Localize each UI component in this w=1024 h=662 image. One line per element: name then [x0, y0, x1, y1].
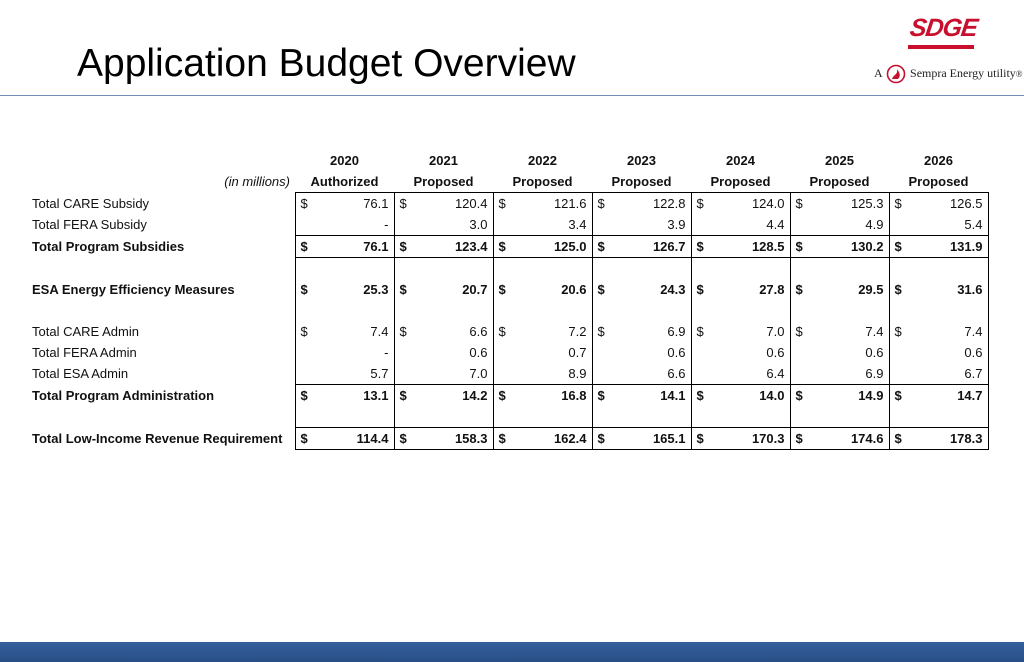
year-2024: 2024	[726, 153, 755, 168]
row-label: Total ESA Admin	[32, 366, 129, 382]
amount-cell: 27.8	[759, 282, 785, 297]
currency-symbol: $	[889, 236, 909, 258]
currency-symbol: $	[889, 385, 909, 407]
currency-symbol	[493, 363, 513, 385]
status-2023: Proposed	[611, 174, 672, 189]
currency-symbol	[295, 214, 315, 236]
amount-cell: 6.6	[667, 366, 686, 381]
amount-cell: 4.9	[865, 217, 884, 232]
currency-symbol: $	[889, 428, 909, 450]
currency-symbol: $	[592, 279, 612, 300]
currency-symbol: $	[889, 279, 909, 300]
amount-cell: 8.9	[568, 366, 587, 381]
amount-cell: 178.3	[909, 428, 988, 450]
amount-cell: 0.6	[469, 345, 488, 360]
row-label: Total CARE Subsidy	[32, 195, 150, 211]
amount-cell: 128.5	[711, 236, 790, 258]
row-label: Total Program Subsidies	[32, 239, 185, 254]
amount-cell: 0.6	[909, 342, 988, 363]
currency-symbol: $	[889, 321, 909, 342]
currency-symbol: $	[691, 385, 711, 407]
status-2025: Proposed	[809, 174, 870, 189]
amount-cell: 14.2	[414, 385, 493, 407]
year-2020: 2020	[330, 153, 359, 168]
year-2025: 2025	[825, 153, 854, 168]
amount-cell: 170.3	[711, 428, 790, 450]
units-label: (in millions)	[224, 174, 290, 190]
amount-cell: 124.0	[711, 193, 790, 215]
currency-symbol: $	[295, 385, 315, 407]
currency-symbol: $	[592, 236, 612, 258]
currency-symbol: $	[889, 193, 909, 215]
currency-symbol: $	[790, 321, 810, 342]
currency-symbol	[691, 342, 711, 363]
amount-cell: 7.4	[865, 324, 884, 339]
currency-symbol: $	[691, 428, 711, 450]
currency-symbol: $	[691, 321, 711, 342]
amount-cell: 7.4	[909, 321, 988, 342]
amount-cell: 14.9	[810, 385, 889, 407]
currency-symbol: $	[493, 321, 513, 342]
row-label: Total Low-Income Revenue Requirement	[32, 431, 283, 446]
amount-cell: 5.4	[909, 214, 988, 236]
amount-cell: 13.1	[315, 385, 394, 407]
row-label: ESA Energy Efficiency Measures	[32, 282, 235, 297]
currency-symbol: $	[295, 236, 315, 258]
currency-symbol: $	[790, 193, 810, 215]
amount-cell: 125.0	[513, 236, 592, 258]
currency-symbol: $	[592, 321, 612, 342]
currency-symbol: $	[691, 279, 711, 300]
year-2026: 2026	[924, 153, 953, 168]
row-total-program-administration	[27, 385, 988, 407]
spacer-row	[27, 300, 988, 321]
slide-title: Application Budget Overview	[77, 42, 576, 85]
amount-cell: 14.1	[612, 385, 691, 407]
logo-wordmark: SDGE	[908, 14, 979, 42]
amount-cell: 120.4	[414, 193, 493, 215]
header-spacer	[27, 150, 295, 171]
amount-cell: 6.9	[667, 324, 686, 339]
currency-symbol: $	[394, 193, 414, 215]
currency-symbol: $	[691, 236, 711, 258]
status-header-row	[27, 171, 988, 193]
currency-symbol: $	[592, 385, 612, 407]
currency-symbol	[295, 342, 315, 363]
amount-cell: 20.6	[561, 282, 587, 297]
row-label: Total FERA Admin	[32, 345, 137, 360]
spacer-row	[27, 258, 988, 280]
year-2021: 2021	[429, 153, 458, 168]
amount-cell: 125.3	[810, 193, 889, 215]
currency-symbol: $	[394, 321, 414, 342]
row-total-care-admin	[27, 321, 988, 342]
amount-cell: 25.3	[363, 282, 389, 297]
currency-symbol: $	[394, 236, 414, 258]
amount-cell: 31.6	[909, 279, 988, 300]
currency-symbol: $	[394, 428, 414, 450]
row-total-care-subsidy	[27, 193, 988, 215]
logo-trademark: ®	[1015, 68, 1023, 79]
currency-symbol: $	[493, 385, 513, 407]
title-divider	[0, 95, 1024, 96]
amount-cell: 158.3	[414, 428, 493, 450]
amount-cell: 0.6	[865, 345, 884, 360]
amount-cell: 131.9	[909, 236, 988, 258]
amount-cell: 130.2	[810, 236, 889, 258]
logo-tagline-a: A	[874, 65, 883, 80]
amount-cell: 24.3	[660, 282, 686, 297]
year-header-row	[27, 150, 988, 171]
amount-cell: 3.9	[667, 217, 686, 232]
amount-cell: 6.9	[865, 366, 884, 381]
currency-symbol: $	[493, 428, 513, 450]
currency-symbol	[889, 363, 909, 385]
amount-cell: 3.4	[568, 217, 587, 232]
row-total-revenue-requirement	[27, 428, 988, 450]
amount-cell: 14.0	[711, 385, 790, 407]
amount-cell: -	[384, 217, 389, 232]
currency-symbol: $	[691, 193, 711, 215]
budget-table	[27, 150, 989, 450]
currency-symbol: $	[790, 236, 810, 258]
spacer-row	[27, 406, 988, 428]
amount-cell: 123.4	[414, 236, 493, 258]
amount-cell: 126.7	[612, 236, 691, 258]
amount-cell: 3.0	[469, 217, 488, 232]
footer-band	[0, 642, 1024, 662]
amount-cell: 76.1	[315, 193, 394, 215]
amount-cell: 20.7	[462, 282, 488, 297]
currency-symbol: $	[295, 428, 315, 450]
row-total-fera-subsidy	[27, 214, 988, 236]
logo-tagline	[874, 64, 1023, 84]
amount-cell: 114.4	[315, 428, 394, 450]
row-label: Total Program Administration	[32, 387, 215, 403]
currency-symbol	[691, 363, 711, 385]
sdge-logo	[872, 10, 1023, 86]
currency-symbol	[889, 342, 909, 363]
amount-cell: 0.6	[766, 345, 785, 360]
currency-symbol: $	[295, 279, 315, 300]
currency-symbol	[592, 342, 612, 363]
row-total-esa-admin	[27, 363, 988, 385]
year-2022: 2022	[528, 153, 557, 168]
currency-symbol	[394, 342, 414, 363]
row-total-program-subsidies	[27, 236, 988, 258]
amount-cell: 0.6	[667, 345, 686, 360]
amount-cell: -	[384, 345, 389, 360]
amount-cell: 6.6	[469, 324, 488, 339]
currency-symbol	[889, 214, 909, 236]
amount-cell: 174.6	[810, 428, 889, 450]
currency-symbol	[691, 214, 711, 236]
year-2023: 2023	[627, 153, 656, 168]
currency-symbol	[790, 363, 810, 385]
amount-cell: 122.8	[612, 193, 691, 215]
currency-symbol	[592, 363, 612, 385]
currency-symbol	[394, 214, 414, 236]
row-label: Total FERA Subsidy	[32, 217, 147, 233]
currency-symbol: $	[493, 236, 513, 258]
currency-symbol: $	[295, 193, 315, 215]
status-2026: Proposed	[908, 174, 969, 189]
currency-symbol	[592, 214, 612, 236]
currency-symbol: $	[394, 279, 414, 300]
currency-symbol	[394, 363, 414, 385]
currency-symbol: $	[790, 279, 810, 300]
amount-cell: 29.5	[858, 282, 884, 297]
amount-cell: 14.7	[909, 385, 988, 407]
currency-symbol: $	[592, 193, 612, 215]
logo-underline	[908, 45, 974, 49]
row-total-fera-admin	[27, 342, 988, 363]
currency-symbol: $	[790, 428, 810, 450]
row-esa-energy-efficiency	[27, 279, 988, 300]
currency-symbol: $	[493, 279, 513, 300]
amount-cell: 4.4	[766, 217, 785, 232]
status-2022: Proposed	[512, 174, 573, 189]
currency-symbol: $	[295, 321, 315, 342]
currency-symbol: $	[592, 428, 612, 450]
amount-cell: 5.7	[370, 366, 389, 381]
currency-symbol	[295, 363, 315, 385]
currency-symbol	[493, 214, 513, 236]
logo-tagline-company: Sempra Energy utility	[910, 65, 1016, 80]
amount-cell: 76.1	[315, 236, 394, 258]
amount-cell: 7.4	[370, 324, 389, 339]
amount-cell: 0.7	[568, 345, 587, 360]
amount-cell: 126.5	[909, 193, 988, 215]
amount-cell: 7.2	[568, 324, 587, 339]
row-label: Total CARE Admin	[32, 324, 139, 339]
amount-cell: 7.0	[766, 324, 785, 339]
amount-cell: 121.6	[513, 193, 592, 215]
amount-cell: 6.4	[766, 366, 785, 381]
amount-cell: 16.8	[513, 385, 592, 407]
status-2024: Proposed	[710, 174, 771, 189]
amount-cell: 165.1	[612, 428, 691, 450]
sempra-flame-icon	[886, 64, 906, 84]
status-2021: Proposed	[413, 174, 474, 189]
amount-cell: 7.0	[469, 366, 488, 381]
currency-symbol: $	[790, 385, 810, 407]
status-2020: Authorized	[310, 174, 379, 189]
currency-symbol	[790, 214, 810, 236]
amount-cell: 162.4	[513, 428, 592, 450]
amount-cell: 6.7	[909, 363, 988, 385]
currency-symbol: $	[493, 193, 513, 215]
currency-symbol: $	[394, 385, 414, 407]
currency-symbol	[790, 342, 810, 363]
currency-symbol	[493, 342, 513, 363]
